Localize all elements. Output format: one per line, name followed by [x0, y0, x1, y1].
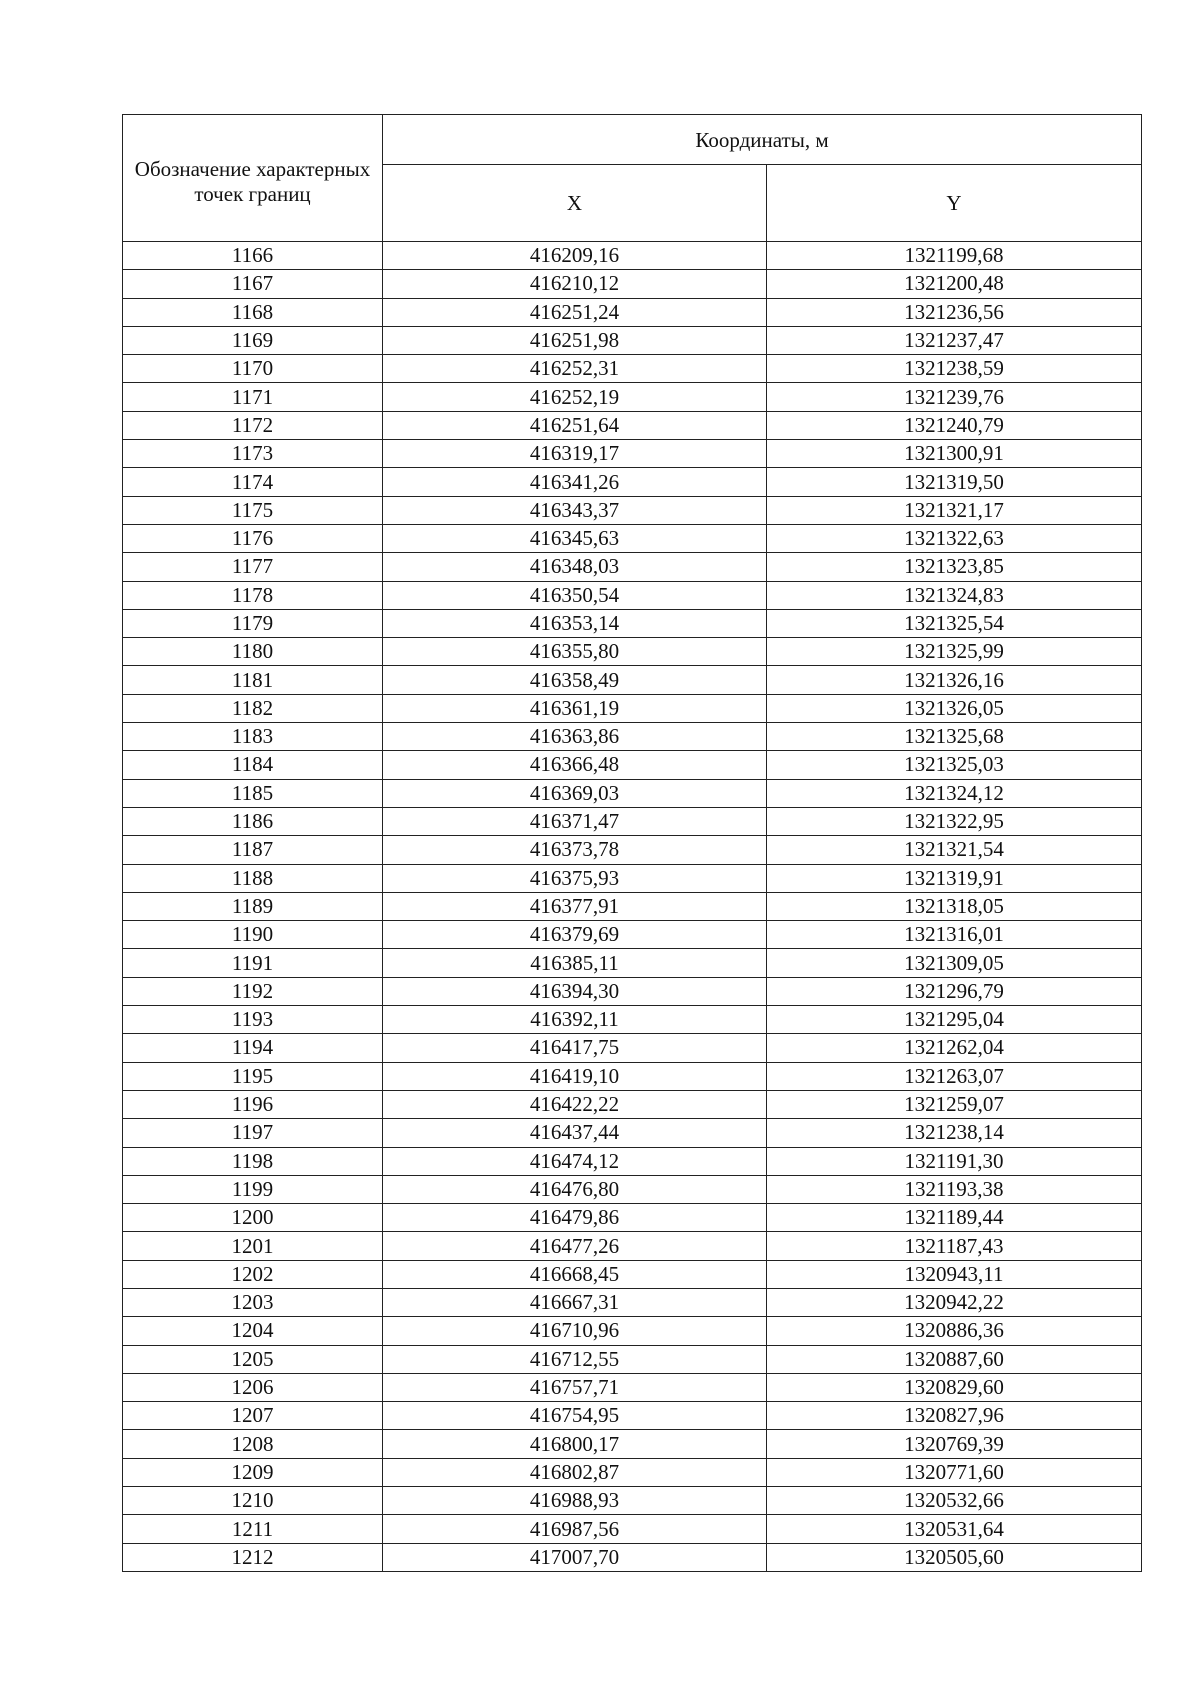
x-coordinate-cell: 416373,78: [383, 836, 767, 864]
y-coordinate-cell: 1321296,79: [767, 977, 1142, 1005]
point-id-cell: 1174: [123, 468, 383, 496]
point-designation-header-text: Обозначение характерных точек границ: [134, 157, 371, 206]
y-coordinate-cell: 1321262,04: [767, 1034, 1142, 1062]
x-coordinate-cell: 416371,47: [383, 807, 767, 835]
y-coordinate-cell: 1321238,59: [767, 355, 1142, 383]
x-coordinate-cell: 416754,95: [383, 1402, 767, 1430]
x-coordinate-cell: 416210,12: [383, 270, 767, 298]
y-coordinate-cell: 1320886,36: [767, 1317, 1142, 1345]
table-row: [123, 921, 1142, 949]
x-coordinate-cell: 416712,55: [383, 1345, 767, 1373]
y-coordinate-cell: 1321300,91: [767, 440, 1142, 468]
point-id-cell: 1183: [123, 723, 383, 751]
x-coordinate-cell: 416252,31: [383, 355, 767, 383]
table-row: [123, 1345, 1142, 1373]
table-row: [123, 1458, 1142, 1486]
table-row: [123, 355, 1142, 383]
x-coordinate-cell: 416419,10: [383, 1062, 767, 1090]
x-coordinate-cell: 416710,96: [383, 1317, 767, 1345]
x-coordinate-cell: 416369,03: [383, 779, 767, 807]
y-coordinate-cell: 1321326,16: [767, 666, 1142, 694]
point-id-cell: 1187: [123, 836, 383, 864]
x-coordinate-cell: 416392,11: [383, 1006, 767, 1034]
table-row: [123, 694, 1142, 722]
table-row: [123, 1487, 1142, 1515]
table-body: [123, 242, 1142, 1572]
point-id-cell: 1173: [123, 440, 383, 468]
x-coordinate-cell: 416477,26: [383, 1232, 767, 1260]
y-coordinate-cell: 1320943,11: [767, 1260, 1142, 1288]
y-coordinate-cell: 1321295,04: [767, 1006, 1142, 1034]
point-id-cell: 1208: [123, 1430, 383, 1458]
y-coordinate-cell: 1320771,60: [767, 1458, 1142, 1486]
table-row: [123, 383, 1142, 411]
y-coordinate-cell: 1321326,05: [767, 694, 1142, 722]
table-row: [123, 1090, 1142, 1118]
table-row: [123, 468, 1142, 496]
y-coordinate-cell: 1321237,47: [767, 326, 1142, 354]
point-id-cell: 1206: [123, 1373, 383, 1401]
point-id-cell: 1196: [123, 1090, 383, 1118]
x-coordinate-cell: 416343,37: [383, 496, 767, 524]
x-coordinate-cell: 416375,93: [383, 864, 767, 892]
y-coordinate-cell: 1321319,91: [767, 864, 1142, 892]
point-id-cell: 1171: [123, 383, 383, 411]
point-id-cell: 1193: [123, 1006, 383, 1034]
coordinates-header: Координаты, м: [383, 115, 1142, 165]
y-coordinate-cell: 1321318,05: [767, 892, 1142, 920]
x-coordinate-cell: 416366,48: [383, 751, 767, 779]
table-row: [123, 1373, 1142, 1401]
x-coordinate-cell: 416802,87: [383, 1458, 767, 1486]
table-row: [123, 666, 1142, 694]
y-coordinate-cell: 1321238,14: [767, 1119, 1142, 1147]
y-coordinate-cell: 1321187,43: [767, 1232, 1142, 1260]
point-id-cell: 1202: [123, 1260, 383, 1288]
x-coordinate-cell: 416353,14: [383, 609, 767, 637]
point-id-cell: 1189: [123, 892, 383, 920]
y-coordinate-cell: 1321236,56: [767, 298, 1142, 326]
table-row: [123, 298, 1142, 326]
x-coordinate-cell: 416341,26: [383, 468, 767, 496]
point-id-cell: 1179: [123, 609, 383, 637]
x-coordinate-cell: 416757,71: [383, 1373, 767, 1401]
point-id-cell: 1191: [123, 949, 383, 977]
y-coordinate-cell: 1321259,07: [767, 1090, 1142, 1118]
y-coordinate-cell: 1320769,39: [767, 1430, 1142, 1458]
table-row: [123, 440, 1142, 468]
point-id-cell: 1178: [123, 581, 383, 609]
x-coordinate-cell: 416422,22: [383, 1090, 767, 1118]
x-column-header: X: [383, 165, 767, 242]
table-row: [123, 581, 1142, 609]
table-row: [123, 1006, 1142, 1034]
point-id-cell: 1212: [123, 1543, 383, 1571]
table-row: [123, 524, 1142, 552]
point-id-cell: 1175: [123, 496, 383, 524]
y-coordinate-cell: 1321319,50: [767, 468, 1142, 496]
point-id-cell: 1176: [123, 524, 383, 552]
table-row: [123, 496, 1142, 524]
point-id-cell: 1197: [123, 1119, 383, 1147]
y-coordinate-cell: 1321199,68: [767, 242, 1142, 270]
x-coordinate-cell: 416385,11: [383, 949, 767, 977]
point-id-cell: 1210: [123, 1487, 383, 1515]
point-id-cell: 1203: [123, 1288, 383, 1316]
table-row: [123, 1288, 1142, 1316]
y-coordinate-cell: 1321189,44: [767, 1204, 1142, 1232]
y-coordinate-cell: 1321323,85: [767, 553, 1142, 581]
y-coordinate-cell: 1321325,99: [767, 638, 1142, 666]
point-id-cell: 1190: [123, 921, 383, 949]
y-coordinate-cell: 1321316,01: [767, 921, 1142, 949]
x-coordinate-cell: 416379,69: [383, 921, 767, 949]
point-id-cell: 1182: [123, 694, 383, 722]
x-coordinate-cell: 416437,44: [383, 1119, 767, 1147]
table-row: [123, 411, 1142, 439]
table-row: [123, 892, 1142, 920]
x-coordinate-cell: 417007,70: [383, 1543, 767, 1571]
table-row: [123, 779, 1142, 807]
y-coordinate-cell: 1321240,79: [767, 411, 1142, 439]
x-coordinate-cell: 416394,30: [383, 977, 767, 1005]
y-coordinate-cell: 1320942,22: [767, 1288, 1142, 1316]
table-row: [123, 1034, 1142, 1062]
x-coordinate-cell: 416474,12: [383, 1147, 767, 1175]
x-coordinate-cell: 416668,45: [383, 1260, 767, 1288]
table-row: [123, 326, 1142, 354]
point-id-cell: 1177: [123, 553, 383, 581]
y-coordinate-cell: 1320887,60: [767, 1345, 1142, 1373]
point-id-cell: 1199: [123, 1175, 383, 1203]
x-coordinate-cell: 416319,17: [383, 440, 767, 468]
table-row: [123, 270, 1142, 298]
table-row: [123, 553, 1142, 581]
x-coordinate-cell: 416251,98: [383, 326, 767, 354]
table-row: [123, 1515, 1142, 1543]
point-id-cell: 1194: [123, 1034, 383, 1062]
point-id-cell: 1207: [123, 1402, 383, 1430]
point-id-cell: 1168: [123, 298, 383, 326]
y-coordinate-cell: 1320531,64: [767, 1515, 1142, 1543]
table-row: [123, 1543, 1142, 1571]
point-id-cell: 1200: [123, 1204, 383, 1232]
y-coordinate-cell: 1321324,12: [767, 779, 1142, 807]
point-id-cell: 1167: [123, 270, 383, 298]
x-coordinate-cell: 416345,63: [383, 524, 767, 552]
point-id-cell: 1201: [123, 1232, 383, 1260]
x-coordinate-cell: 416476,80: [383, 1175, 767, 1203]
y-coordinate-cell: 1321200,48: [767, 270, 1142, 298]
table-row: [123, 242, 1142, 270]
table-row: [123, 723, 1142, 751]
x-coordinate-cell: 416479,86: [383, 1204, 767, 1232]
point-id-cell: 1172: [123, 411, 383, 439]
table-row: [123, 1062, 1142, 1090]
y-coordinate-cell: 1321325,68: [767, 723, 1142, 751]
y-column-header: Y: [767, 165, 1142, 242]
point-id-cell: 1181: [123, 666, 383, 694]
point-id-cell: 1184: [123, 751, 383, 779]
point-id-cell: 1180: [123, 638, 383, 666]
x-coordinate-cell: 416358,49: [383, 666, 767, 694]
table-row: [123, 977, 1142, 1005]
table-row: [123, 638, 1142, 666]
x-coordinate-cell: 416209,16: [383, 242, 767, 270]
y-coordinate-cell: 1320827,96: [767, 1402, 1142, 1430]
point-id-cell: 1188: [123, 864, 383, 892]
table-row: [123, 751, 1142, 779]
y-coordinate-cell: 1321325,54: [767, 609, 1142, 637]
y-coordinate-cell: 1321193,38: [767, 1175, 1142, 1203]
point-designation-header: [123, 115, 383, 242]
y-coordinate-cell: 1321321,17: [767, 496, 1142, 524]
y-coordinate-cell: 1321239,76: [767, 383, 1142, 411]
table-row: [123, 807, 1142, 835]
y-coordinate-cell: 1320829,60: [767, 1373, 1142, 1401]
y-coordinate-cell: 1321191,30: [767, 1147, 1142, 1175]
x-coordinate-cell: 416987,56: [383, 1515, 767, 1543]
y-coordinate-cell: 1321322,95: [767, 807, 1142, 835]
table-row: [123, 1232, 1142, 1260]
point-id-cell: 1211: [123, 1515, 383, 1543]
point-id-cell: 1166: [123, 242, 383, 270]
point-id-cell: 1205: [123, 1345, 383, 1373]
x-coordinate-cell: 416355,80: [383, 638, 767, 666]
table-row: [123, 1260, 1142, 1288]
table-row: [123, 1175, 1142, 1203]
y-coordinate-cell: 1321263,07: [767, 1062, 1142, 1090]
y-coordinate-cell: 1321324,83: [767, 581, 1142, 609]
table-row: [123, 1204, 1142, 1232]
x-coordinate-cell: 416251,24: [383, 298, 767, 326]
point-id-cell: 1185: [123, 779, 383, 807]
point-id-cell: 1204: [123, 1317, 383, 1345]
x-coordinate-cell: 416988,93: [383, 1487, 767, 1515]
table-row: [123, 609, 1142, 637]
table-row: [123, 1402, 1142, 1430]
table-row: [123, 864, 1142, 892]
x-coordinate-cell: 416348,03: [383, 553, 767, 581]
y-coordinate-cell: 1321322,63: [767, 524, 1142, 552]
table-row: [123, 1317, 1142, 1345]
point-id-cell: 1195: [123, 1062, 383, 1090]
coordinates-table: [122, 114, 1142, 1572]
x-coordinate-cell: 416361,19: [383, 694, 767, 722]
table-row: [123, 836, 1142, 864]
x-coordinate-cell: 416251,64: [383, 411, 767, 439]
table-header: [123, 115, 1142, 242]
point-id-cell: 1198: [123, 1147, 383, 1175]
y-coordinate-cell: 1320532,66: [767, 1487, 1142, 1515]
y-coordinate-cell: 1321325,03: [767, 751, 1142, 779]
point-id-cell: 1169: [123, 326, 383, 354]
x-coordinate-cell: 416417,75: [383, 1034, 767, 1062]
y-coordinate-cell: 1321309,05: [767, 949, 1142, 977]
x-coordinate-cell: 416350,54: [383, 581, 767, 609]
x-coordinate-cell: 416667,31: [383, 1288, 767, 1316]
table-row: [123, 1430, 1142, 1458]
point-id-cell: 1170: [123, 355, 383, 383]
y-coordinate-cell: 1320505,60: [767, 1543, 1142, 1571]
table-row: [123, 1147, 1142, 1175]
y-coordinate-cell: 1321321,54: [767, 836, 1142, 864]
point-id-cell: 1192: [123, 977, 383, 1005]
x-coordinate-cell: 416363,86: [383, 723, 767, 751]
point-id-cell: 1186: [123, 807, 383, 835]
x-coordinate-cell: 416800,17: [383, 1430, 767, 1458]
table-row: [123, 949, 1142, 977]
x-coordinate-cell: 416252,19: [383, 383, 767, 411]
x-coordinate-cell: 416377,91: [383, 892, 767, 920]
table-row: [123, 1119, 1142, 1147]
point-id-cell: 1209: [123, 1458, 383, 1486]
